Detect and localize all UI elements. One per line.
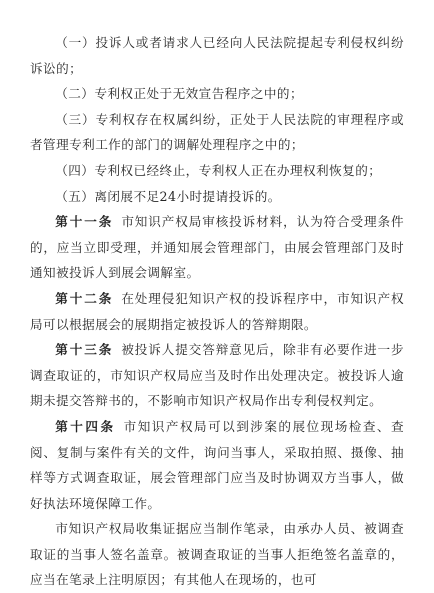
article-13 [30,337,404,414]
body-paragraph [30,516,404,593]
item-2-text: （二）专利权正处于无效宣告程序之中的； [55,86,304,102]
item-3-text: （三）专利权存在权属纠纷，正处于人民法院的审理程序或者管理专利工作的部门的调解处理程序之中的； [30,111,404,153]
article-11-number: 第十一条 [55,214,114,230]
body-paragraph-text: 市知识产权局收集证据应当制作笔录，由承办人员、被调查取证的当事人签名盖章。被调查取证的当事人拒绝签名盖章的，应当在笔录上注明原因；有其他人在现场的，也可 [30,521,404,588]
item-4 [30,158,404,184]
item-5 [30,184,404,210]
item-5-text: （五）离闭展不足24小时提请投诉的。 [55,188,281,204]
article-12-number: 第十二条 [55,290,114,306]
article-14-text: 市知识产权局可以到涉案的展位现场检查、查阅、复制与案件有关的文件，询问当事人，采取拍照、摄像、抽样等方式调查取证，展会管理部门应当及时协调双方当事人，做好执法环境保障工作。 [30,418,405,511]
article-13-number: 第十三条 [55,342,114,358]
article-14-number: 第十四条 [55,418,116,434]
item-1 [30,30,404,81]
article-12 [30,286,404,337]
article-11-text: 市知识产权局审核投诉材料，认为符合受理条件的，应当立即受理，并通知展会管理部门，由展会管理部门及时通知被投诉人到展会调解室。 [30,214,405,281]
article-13-text: 被投诉人提交答辩意见后，除非有必要作进一步调查取证的，市知识产权局应当及时作出处理决定。被投诉人逾期未提交答辩书的，不影响市知识产权局作出专利侵权判定。 [30,342,405,409]
item-1-text: （一）投诉人或者请求人已经向人民法院提起专利侵权纠纷诉讼的； [30,35,404,76]
item-2 [30,81,404,107]
item-4-text: （四）专利权已经终止，专利权人正在办理权利恢复的； [55,162,382,178]
article-12-text: 在处理侵犯知识产权的投诉程序中，市知识产权局可以根据展会的展期指定被投诉人的答辩期限。 [30,290,405,332]
item-3 [30,107,404,158]
article-11 [30,209,404,286]
article-14 [30,414,404,516]
